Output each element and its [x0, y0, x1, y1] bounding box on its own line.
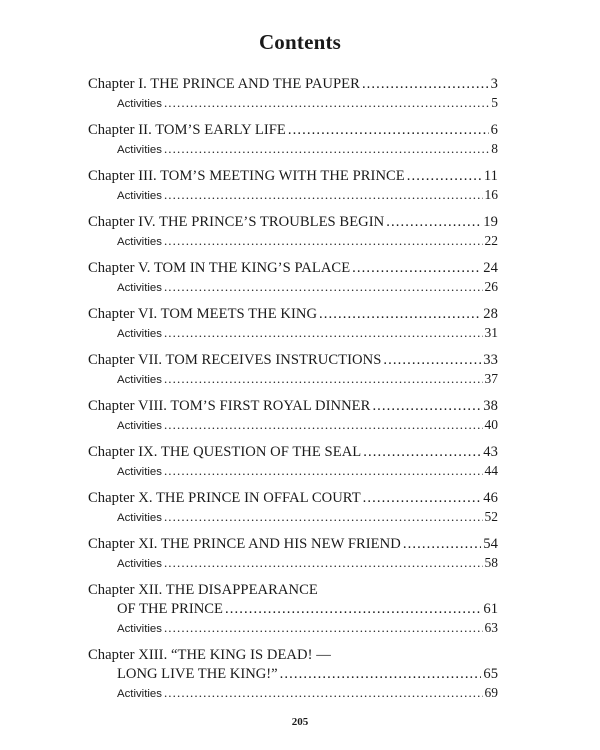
dot-leader — [164, 324, 483, 342]
dot-leader — [372, 397, 481, 416]
chapter-title: Chapter IV. THE PRINCE’S TROUBLES BEGIN — [88, 214, 385, 230]
activities-entry — [88, 416, 498, 435]
chapter-page-number: 11 — [483, 168, 498, 184]
dot-leader — [362, 75, 489, 94]
dot-leader — [280, 665, 482, 684]
dot-leader — [164, 619, 483, 637]
chapter-page-number: 43 — [483, 444, 498, 460]
chapter-heading — [88, 167, 498, 186]
chapter-title: Chapter XII. THE DISAPPEARANCE — [88, 582, 318, 598]
dot-leader — [164, 370, 483, 388]
activities-page-number: 69 — [484, 685, 498, 700]
activities-label: Activities — [117, 236, 162, 248]
activities-entry — [88, 186, 498, 205]
activities-entry — [88, 370, 498, 389]
chapter-heading — [88, 121, 498, 140]
chapter-title: LONG LIVE THE KING!” — [117, 666, 278, 682]
chapter-title: Chapter VI. TOM MEETS THE KING — [88, 306, 318, 322]
toc-chapter — [88, 259, 498, 297]
dot-leader — [164, 554, 483, 572]
chapter-heading — [88, 646, 498, 665]
chapter-title: OF THE PRINCE — [117, 601, 223, 617]
chapter-page-number: 65 — [483, 666, 498, 682]
toc-chapter — [88, 443, 498, 481]
chapter-heading — [88, 581, 498, 600]
page-title: Contents — [258, 30, 342, 54]
dot-leader — [319, 305, 481, 324]
chapter-title: Chapter VII. TOM RECEIVES INSTRUCTIONS — [88, 352, 382, 368]
toc-chapter — [88, 121, 498, 159]
toc-chapter — [88, 581, 498, 638]
activities-page-number: 52 — [484, 509, 498, 524]
activities-label: Activities — [117, 420, 162, 432]
activities-label: Activities — [117, 144, 162, 156]
toc-chapter — [88, 75, 498, 113]
chapter-title: Chapter I. THE PRINCE AND THE PAUPER — [88, 76, 360, 92]
activities-page-number: 63 — [484, 620, 498, 635]
chapter-page-number: 28 — [483, 306, 498, 322]
dot-leader — [386, 213, 481, 232]
chapter-heading — [88, 305, 498, 324]
activities-entry — [88, 554, 498, 573]
toc-chapter — [88, 167, 498, 205]
toc-chapter — [88, 351, 498, 389]
page-number: 205 — [291, 716, 309, 728]
activities-page-number: 37 — [484, 371, 498, 386]
chapter-title: Chapter VIII. TOM’S FIRST ROYAL DINNER — [88, 398, 371, 414]
dot-leader — [164, 416, 483, 434]
dot-leader — [403, 535, 481, 554]
chapter-page-number: 19 — [483, 214, 498, 230]
toc-chapter — [88, 213, 498, 251]
toc-chapter — [88, 646, 498, 703]
dot-leader — [164, 186, 483, 204]
activities-entry — [88, 324, 498, 343]
activities-entry — [88, 619, 498, 638]
activities-entry — [88, 94, 498, 113]
activities-label: Activities — [117, 558, 162, 570]
chapter-heading — [88, 535, 498, 554]
activities-label: Activities — [117, 190, 162, 202]
toc-chapter — [88, 305, 498, 343]
chapter-page-number: 6 — [490, 122, 498, 138]
activities-page-number: 22 — [484, 233, 498, 248]
dot-leader — [164, 94, 489, 112]
activities-label: Activities — [117, 98, 162, 110]
chapter-title: Chapter XIII. “THE KING IS DEAD! — — [88, 647, 331, 663]
activities-page-number: 40 — [484, 417, 498, 432]
activities-page-number: 31 — [484, 325, 498, 340]
activities-page-number: 5 — [491, 95, 498, 110]
chapter-page-number: 54 — [483, 536, 498, 552]
activities-page-number: 44 — [484, 463, 498, 478]
activities-entry — [88, 232, 498, 251]
dot-leader — [288, 121, 489, 140]
dot-leader — [363, 489, 482, 508]
activities-entry — [88, 278, 498, 297]
chapter-heading — [88, 75, 498, 94]
dot-leader — [363, 443, 481, 462]
chapter-page-number: 61 — [483, 601, 498, 617]
dot-leader — [164, 684, 483, 702]
activities-page-number: 8 — [491, 141, 498, 156]
chapter-page-number: 33 — [483, 352, 498, 368]
toc-chapter — [88, 397, 498, 435]
activities-entry — [88, 508, 498, 527]
chapter-heading — [88, 489, 498, 508]
activities-page-number: 16 — [484, 187, 498, 202]
chapter-title: Chapter IX. THE QUESTION OF THE SEAL — [88, 444, 362, 460]
chapter-page-number: 38 — [483, 398, 498, 414]
chapter-title: Chapter II. TOM’S EARLY LIFE — [88, 122, 286, 138]
dot-leader — [164, 462, 483, 480]
chapter-title: Chapter V. TOM IN THE KING’S PALACE — [88, 260, 351, 276]
dot-leader — [383, 351, 481, 370]
dot-leader — [164, 508, 483, 526]
chapter-heading-continued — [88, 665, 498, 684]
chapter-heading — [88, 213, 498, 232]
activities-label: Activities — [117, 623, 162, 635]
toc-chapter — [88, 489, 498, 527]
table-of-contents — [88, 75, 498, 711]
chapter-title: Chapter X. THE PRINCE IN OFFAL COURT — [88, 490, 361, 506]
activities-label: Activities — [117, 328, 162, 340]
chapter-heading — [88, 259, 498, 278]
chapter-heading — [88, 351, 498, 370]
chapter-page-number: 3 — [490, 76, 498, 92]
chapter-heading — [88, 397, 498, 416]
activities-label: Activities — [117, 512, 162, 524]
activities-entry — [88, 140, 498, 159]
toc-chapter — [88, 535, 498, 573]
activities-page-number: 26 — [484, 279, 498, 294]
dot-leader — [407, 167, 482, 186]
chapter-title: Chapter XI. THE PRINCE AND HIS NEW FRIEND — [88, 536, 401, 552]
dot-leader — [164, 232, 483, 250]
dot-leader — [352, 259, 481, 278]
activities-label: Activities — [117, 282, 162, 294]
activities-entry — [88, 462, 498, 481]
dot-leader — [164, 140, 489, 158]
chapter-title: Chapter III. TOM’S MEETING WITH THE PRINCE — [88, 168, 405, 184]
chapter-page-number: 46 — [483, 490, 498, 506]
chapter-page-number: 24 — [483, 260, 498, 276]
activities-label: Activities — [117, 374, 162, 386]
dot-leader — [164, 278, 483, 296]
dot-leader — [225, 600, 481, 619]
activities-entry — [88, 684, 498, 703]
chapter-heading-continued — [88, 600, 498, 619]
activities-page-number: 58 — [484, 555, 498, 570]
chapter-heading — [88, 443, 498, 462]
activities-label: Activities — [117, 466, 162, 478]
activities-label: Activities — [117, 688, 162, 700]
